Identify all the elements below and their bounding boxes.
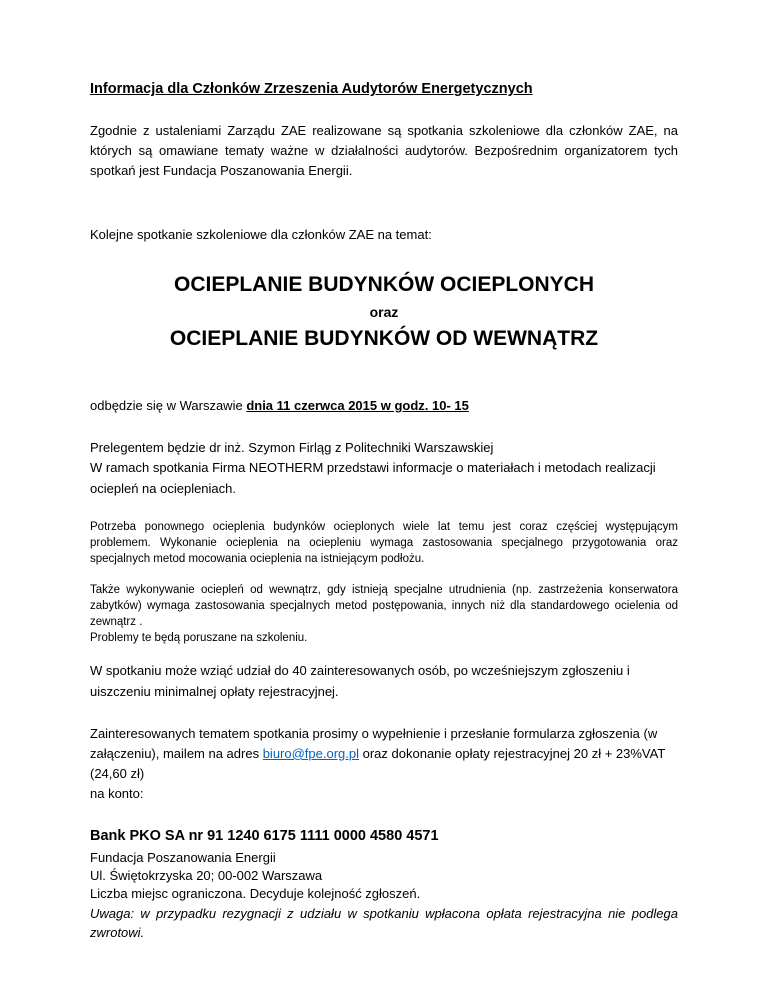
warning-note: Uwaga: w przypadku rezygnacji z udziału w spotkaniu wpłacona opłata rejestracyjna nie podlega zwrotowi. bbox=[90, 906, 678, 940]
speaker-block bbox=[90, 438, 678, 498]
detail-paragraph-2 bbox=[90, 582, 678, 646]
detail-paragraph-2-note: Problemy te będą poruszane na szkoleniu. bbox=[90, 632, 308, 645]
topic-heading-connector: oraz bbox=[369, 303, 399, 320]
registration-text-post: oraz dokonanie opłaty rejestracyjnej 20 zł + 23%VAT (24,60 zł) bbox=[90, 745, 666, 781]
registration-text-pre: Zainteresowanych tematem spotkania prosimy o wypełnienie i przesłanie formularza zgłoszenia (w załączeniu), mailem na adres bbox=[90, 725, 658, 761]
program-line: W ramach spotkania Firma NEOTHERM przedstawi informacje o materiałach i metodach realizacji ociepleń na ociepleniach. bbox=[90, 460, 656, 496]
intro-paragraph: Zgodnie z ustaleniami Zarządu ZAE realizowane są spotkania szkoleniowe dla członków ZAE, na których są omawiane tematy ważne w działalności audytorów. Bezpośrednim organizatorem tych spotkań jest Fundacja Poszanowania Energii. bbox=[90, 122, 678, 179]
date-prefix: odbędzie się w Warszawie bbox=[90, 398, 247, 414]
organization-address: Ul. Świętokrzyska 20; 00-002 Warszawa bbox=[90, 867, 323, 883]
topic-heading-line1: OCIEPLANIE BUDYNKÓW OCIEPLONYCH bbox=[173, 273, 595, 297]
date-line bbox=[90, 396, 678, 416]
next-meeting-intro: Kolejne spotkanie szkoleniowe dla członków ZAE na temat: bbox=[90, 227, 432, 243]
registration-account-label: na konto: bbox=[90, 786, 144, 802]
meeting-topic-heading bbox=[90, 271, 678, 352]
participation-paragraph: W spotkaniu może wziąć udział do 40 zainteresowanych osób, po wcześniejszym zgłoszeniu i uiszczeniu minimalnej opłaty rejestracyjnej. bbox=[90, 663, 630, 699]
organization-name: Fundacja Poszanowania Energii bbox=[90, 849, 276, 865]
detail-paragraph-1: Potrzeba ponownego ocieplenia budynków ocieplonych wiele lat temu jest coraz częściej występującym problemem. Wykonanie ocieplenia na ociepleniu wymaga zastosowania specjalnego przygotowania oraz specjalnych metod mocowania ocieplenia na istniejącym podłożu. bbox=[90, 520, 678, 565]
topic-heading-line2: OCIEPLANIE BUDYNKÓW OD WEWNĄTRZ bbox=[169, 326, 599, 350]
seats-note: Liczba miejsc ograniczona. Decyduje kolejność zgłoszeń. bbox=[90, 885, 421, 901]
detail-paragraph-2-text: Także wykonywanie ociepleń od wewnątrz, gdy istnieją specjalne utrudnienia (np. zastrzeżenia konserwatora zabytków) wymaga zastosowania specjalnych metod postępowania, innych niż dla standardowego ocielenia od zewnątrz . bbox=[90, 584, 678, 629]
bank-account-line: Bank PKO SA nr 91 1240 6175 1111 0000 4580 4571 bbox=[90, 828, 439, 845]
date-value: dnia 11 czerwca 2015 w godz. 10- 15 bbox=[246, 398, 469, 414]
speaker-line: Prelegentem będzie dr inż. Szymon Firląg z Politechniki Warszawskiej bbox=[90, 440, 494, 456]
document-title: Informacja dla Członków Zrzeszenia Audytorów Energetycznych bbox=[90, 81, 533, 97]
registration-paragraph bbox=[90, 724, 678, 805]
email-link[interactable]: biuro@fpe.org.pl bbox=[262, 745, 360, 761]
